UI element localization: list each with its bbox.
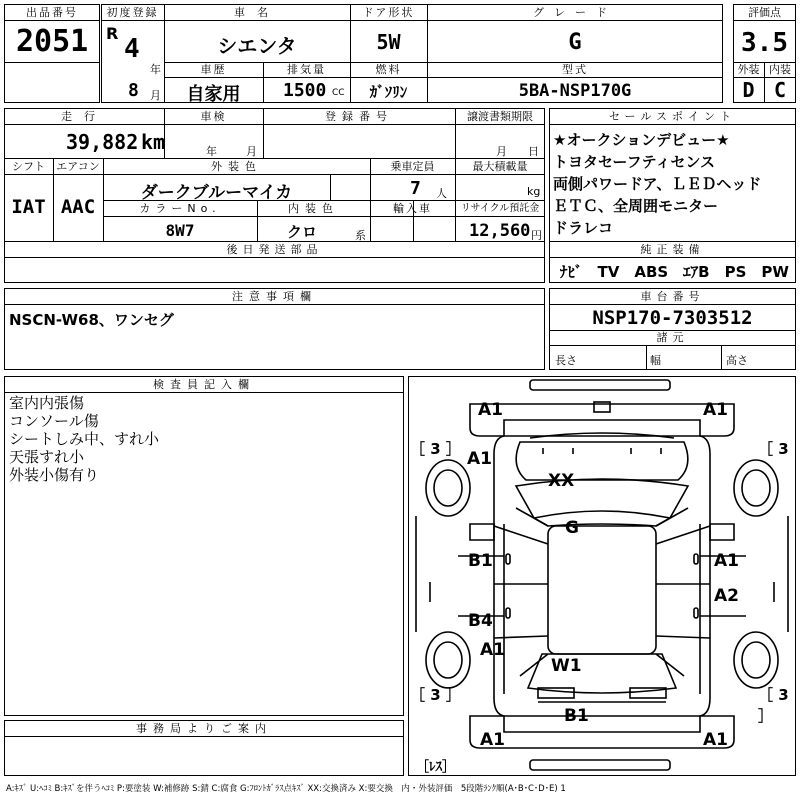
exterior-color: ダークブルーマイカ — [140, 183, 293, 203]
divider — [721, 345, 722, 370]
load-label: 最大積載量 — [472, 160, 528, 173]
cc-unit: CC — [332, 88, 345, 98]
legend: A:ｷｽﾞ U:ﾍｺﾐ B:ｷｽﾞを伴うﾍｺﾐ P:要塗装 W:補修跡 S:錆 C:腐食 G:ﾌﾛﾝﾄｶﾞﾗｽ点ｷｽﾞ XX:交換済み X:要交換 内・外装評価 5段階ﾗﾝｸ順(A･B･C･D･E) 1 — [6, 784, 566, 794]
mileage-unit: km — [141, 130, 166, 154]
score-label: 評価点 — [748, 6, 781, 19]
divider — [549, 345, 796, 346]
mark-roof: XX — [548, 471, 575, 491]
mark-rear-glass: W1 — [551, 656, 582, 676]
divider — [4, 257, 545, 258]
divider — [4, 20, 100, 21]
divider — [733, 20, 796, 21]
width-label: 幅 — [650, 354, 661, 367]
inspector-line: 天張すれ小 — [9, 448, 85, 466]
mileage: 39,882 — [66, 130, 139, 154]
divider — [549, 124, 796, 125]
history: 自家用 — [186, 84, 241, 105]
inspector-line: 室内内張傷 — [9, 394, 85, 412]
tire-rear-left: ［ 3 ］ — [410, 686, 461, 704]
color-no-label: カラーNo. — [139, 202, 221, 215]
spare-tire: ［ﾚｽ］ — [416, 760, 456, 775]
month-unit: 月 — [150, 89, 161, 102]
color-no: 8W7 — [165, 221, 195, 240]
mark-front-right-corner: A1 — [703, 400, 728, 420]
displacement-label: 排気量 — [287, 63, 326, 76]
divider — [103, 216, 545, 217]
sales-point-item: ★オークションデビュー★ — [553, 131, 730, 149]
capacity-label: 乗車定員 — [390, 160, 435, 173]
divider — [164, 77, 723, 78]
divider — [330, 174, 331, 201]
divider — [4, 174, 545, 175]
interior-label: 内装 — [769, 63, 791, 76]
chassis-number: NSP170-7303512 — [592, 307, 753, 329]
inspection-month: 月 — [246, 145, 257, 158]
transfer-day: 日 — [528, 145, 539, 158]
chassis-label: 車台番号 — [640, 290, 705, 303]
mark-left-rear-door: B4 — [468, 611, 493, 631]
mark-left-front-door: B1 — [468, 551, 493, 571]
office-label: 事務局よりご案内 — [136, 722, 272, 735]
divider — [549, 304, 796, 305]
capacity-unit: 人 — [436, 187, 447, 200]
grade-label: グレード — [533, 6, 617, 19]
sales-points-label: セールスポイント — [608, 110, 736, 123]
inspector-line: シートしみ中、すれ小 — [9, 430, 160, 448]
tire-rear-right: ［ 3 ］ — [758, 686, 789, 725]
aircon-label: エアコン — [56, 160, 100, 173]
color-label: 外装色 — [211, 160, 262, 173]
car-name: シエンタ — [217, 34, 297, 58]
tire-front-left: ［ 3 ］ — [410, 440, 461, 458]
interior-color-label: 内装色 — [288, 202, 339, 215]
divider — [4, 392, 404, 393]
fuel-label: 燃料 — [375, 63, 402, 76]
mark-left-rear-fender: A1 — [480, 640, 505, 660]
inspector-line: 外装小傷有り — [9, 466, 100, 484]
height-label: 高さ — [726, 354, 748, 367]
divider — [4, 124, 545, 125]
notes-label: 注意事項欄 — [232, 290, 317, 303]
notes-text: NSCN-W68、ワンセグ — [9, 311, 174, 329]
divider — [646, 345, 647, 370]
divider — [4, 304, 545, 305]
era: R — [106, 24, 119, 43]
interior-color-unit: 系 — [355, 229, 366, 242]
mark-rear-right-corner: A1 — [703, 730, 728, 750]
inspection-label: 車検 — [200, 110, 227, 123]
car-name-label: 車名 — [234, 6, 280, 19]
first-reg-label: 初度登録 — [106, 6, 159, 19]
dims-label: 諸元 — [656, 331, 689, 344]
year-unit: 年 — [150, 63, 161, 76]
recycle-label: リサイクル預託金 — [460, 203, 540, 214]
mileage-label: 走行 — [61, 110, 107, 123]
lot-label: 出品番号 — [26, 6, 78, 19]
mark-rear-bumper: B1 — [564, 706, 589, 726]
inspector-label: 検査員記入欄 — [153, 378, 255, 391]
sales-point-item: ＥＴＣ、全周囲モニター — [553, 197, 719, 215]
equipment-label: 純正装備 — [640, 243, 705, 256]
shift-label: シフト — [12, 160, 45, 173]
divider — [4, 62, 100, 63]
door-label: ドア形状 — [362, 6, 415, 19]
aircon: AAC — [60, 196, 96, 218]
exterior-grade: D — [742, 78, 755, 102]
sales-point-item: ドラレコ — [553, 219, 614, 237]
exterior-label: 外装 — [737, 63, 760, 76]
mark-front-left-corner: A1 — [478, 400, 503, 420]
door-type: 5W — [376, 30, 401, 54]
reg-year: 4 — [124, 34, 140, 64]
divider — [549, 257, 796, 258]
mark-left-front-fender: A1 — [467, 449, 492, 469]
import-label: 輸入車 — [393, 202, 432, 215]
fuel: ｶﾞｿﾘﾝ — [369, 83, 408, 101]
mark-right-front-door: A1 — [714, 551, 739, 571]
score: 3.5 — [741, 28, 788, 58]
recycle-unit: 円 — [531, 229, 542, 242]
mark-rear-left-corner: A1 — [480, 730, 505, 750]
inspection-year: 年 — [206, 145, 217, 158]
transfer-month: 月 — [496, 145, 507, 158]
grade: G — [568, 30, 582, 55]
transfer-label: 譲渡書類期限 — [467, 110, 533, 123]
inspector-line: コンソール傷 — [9, 412, 99, 430]
mark-glass: G — [565, 518, 579, 538]
mark-right-rear-door: A2 — [714, 586, 739, 606]
load-unit: kg — [527, 185, 541, 198]
plate-label: 登録番号 — [325, 110, 393, 123]
equipment-items: ﾅﾋﾞ TV ABS ｴｱB PS PW — [560, 263, 789, 281]
tire-front-right: ［ 3 — [758, 440, 789, 458]
interior-color: クロ — [286, 223, 317, 241]
history-label: 車歴 — [200, 63, 227, 76]
sales-point-item: 両側パワードア、ＬＥＤヘッド — [553, 175, 762, 193]
lot-number: 2051 — [16, 24, 89, 59]
shift: IAT — [11, 196, 46, 218]
later-parts-label: 後日発送部品 — [226, 243, 323, 256]
divider — [4, 736, 404, 737]
capacity: 7 — [410, 178, 421, 199]
car-diagram — [408, 376, 796, 776]
displacement: 1500 — [283, 80, 327, 101]
model-label: 型式 — [562, 63, 588, 76]
recycle-amount: 12,560 — [469, 221, 531, 241]
sales-point-item: トヨタセーフティセンス — [553, 153, 716, 171]
divider — [101, 20, 723, 21]
reg-month: 8 — [128, 80, 139, 101]
interior-grade: C — [773, 78, 787, 102]
model-code: 5BA-NSP170G — [518, 81, 632, 101]
length-label: 長さ — [555, 354, 577, 367]
